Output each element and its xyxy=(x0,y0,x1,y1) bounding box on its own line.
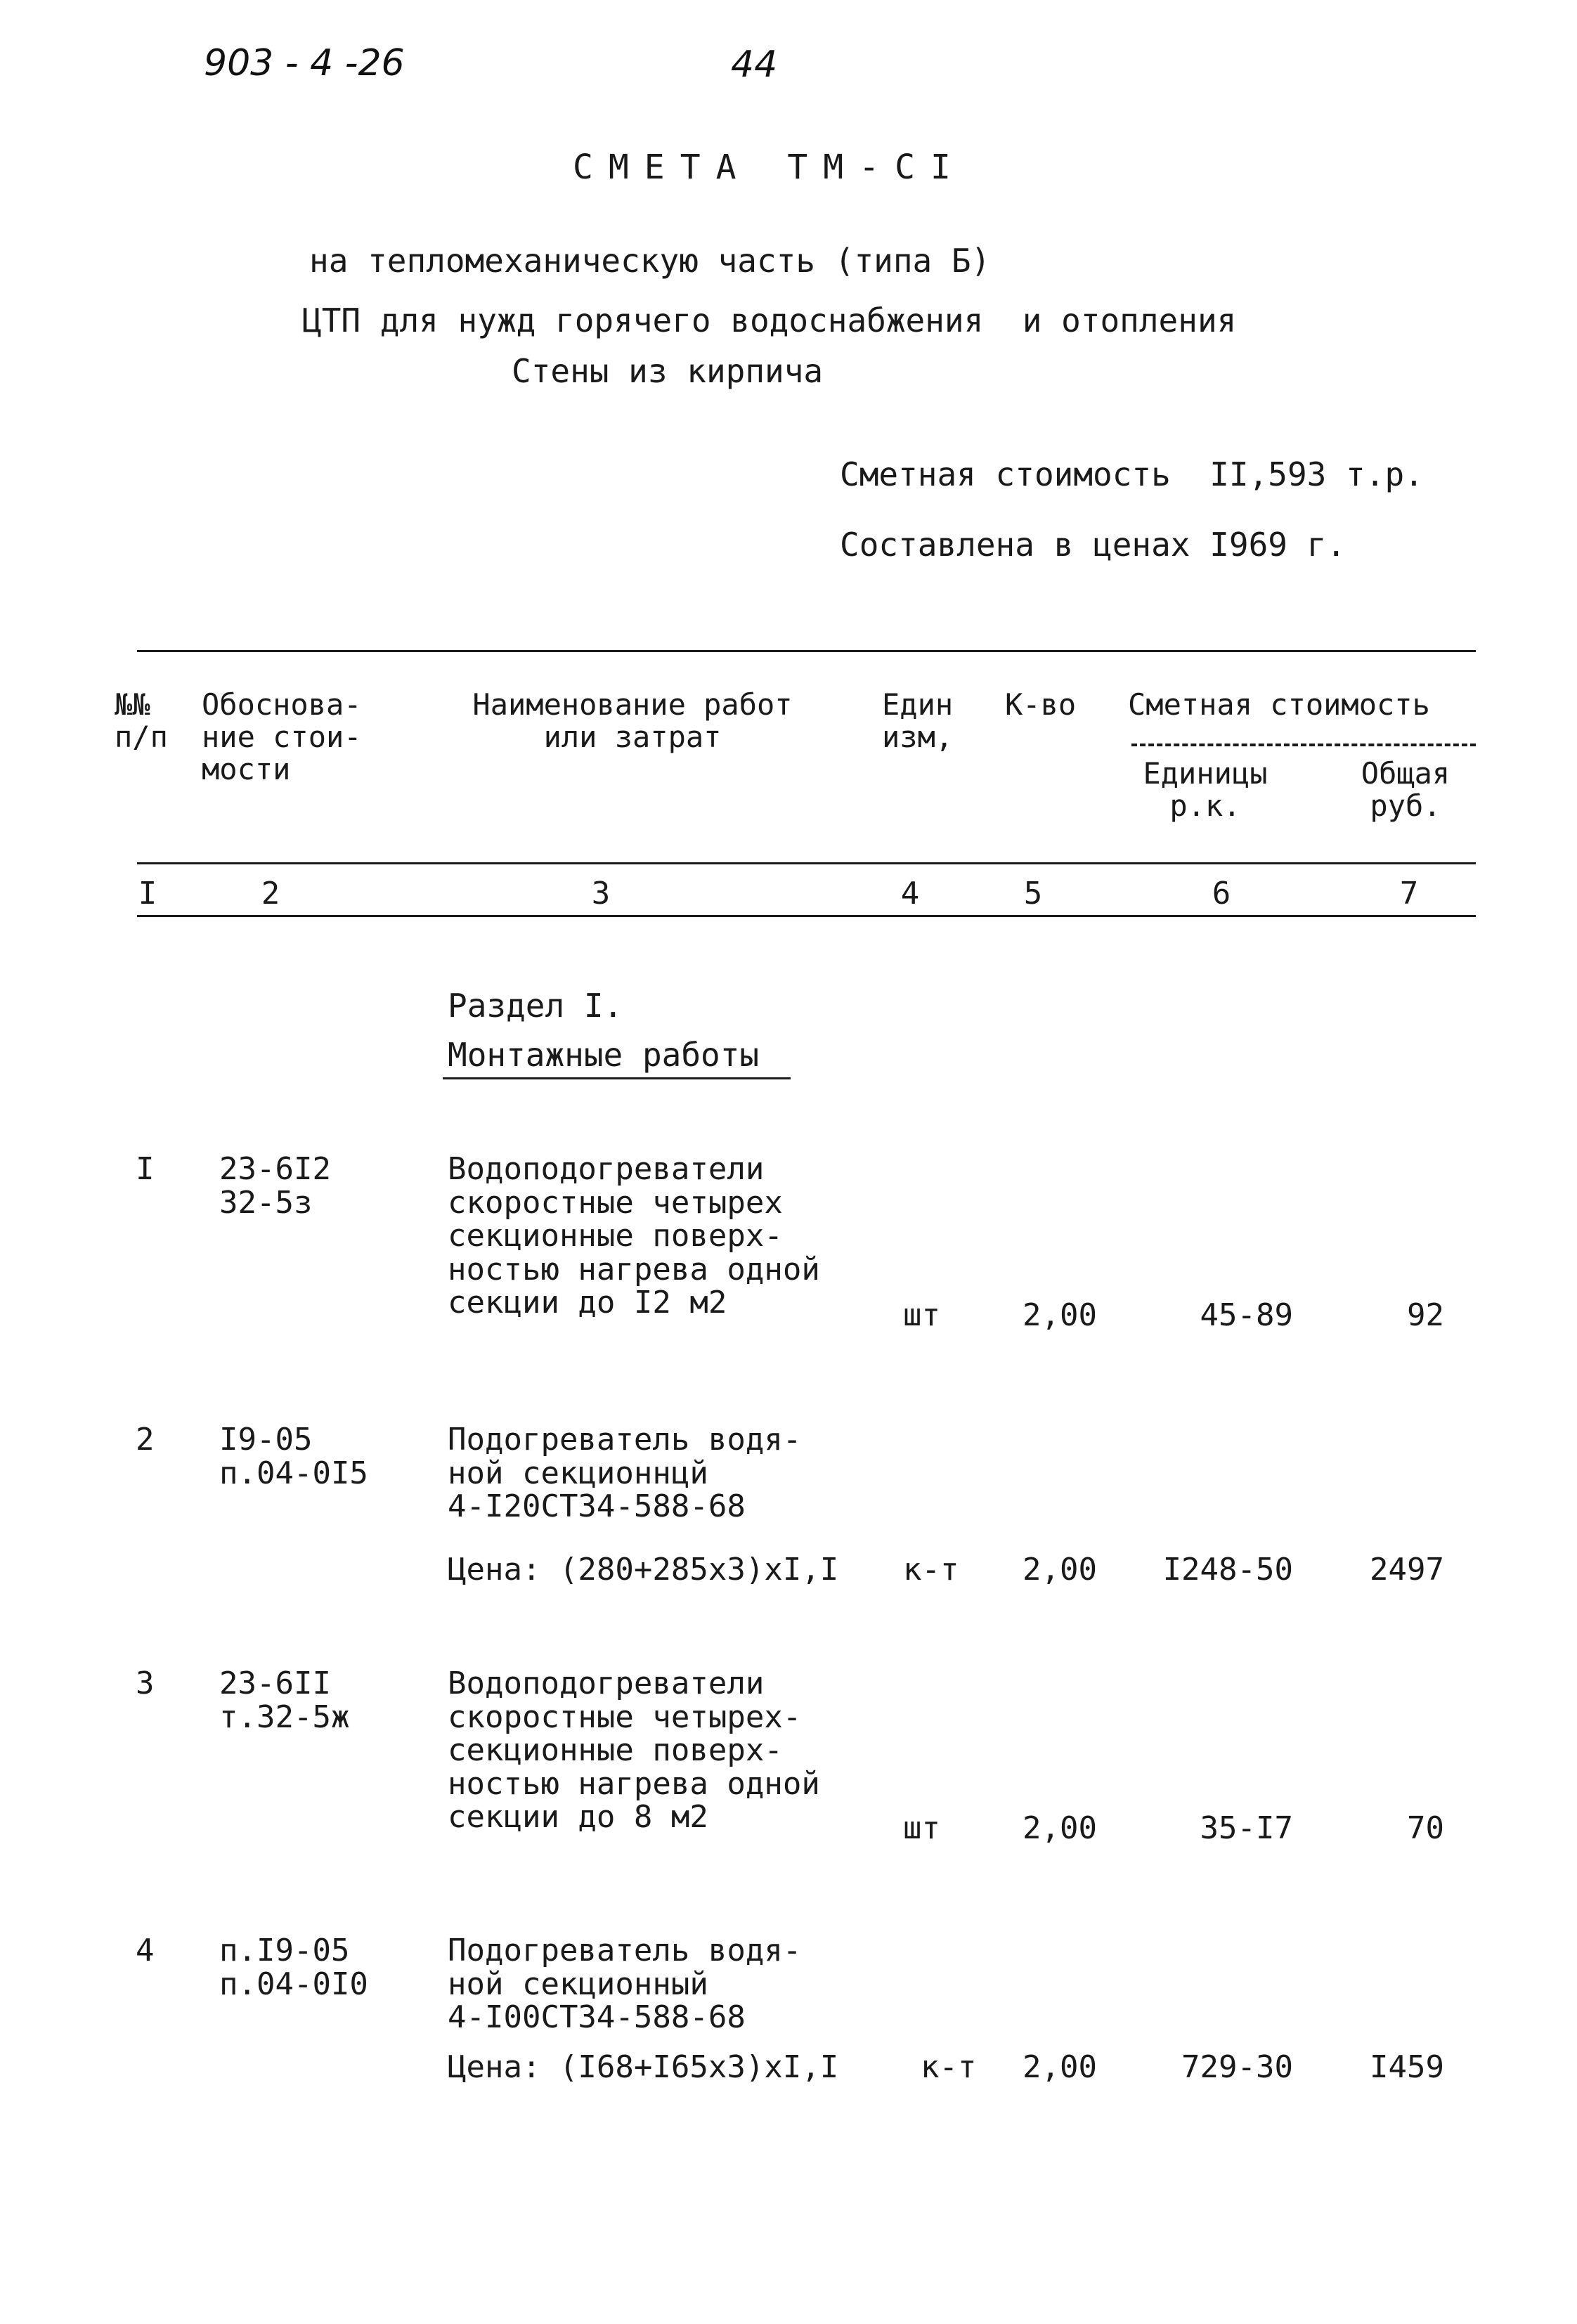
table-top-rule xyxy=(137,650,1476,652)
document-code: 903 - 4 -26 xyxy=(204,42,405,84)
estimated-cost: Сметная стоимость II,593 т.р. xyxy=(840,455,1424,493)
row-name: Водоподогреватели скоростные четырех- секционные поверх- ностью нагрева одной секции до 8 м2 xyxy=(448,1666,820,1836)
row-name: Водоподогреватели скоростные четырех секционные поверх- ностью нагрева одной секции до I2 м2 xyxy=(448,1151,820,1321)
row-total: I459 xyxy=(1370,2049,1444,2085)
row-unit: к-т xyxy=(903,1552,959,1588)
document-title: СМЕТА ТМ-СI xyxy=(573,148,966,187)
subtitle-line-3: Стены из кирпича xyxy=(512,352,824,390)
row-basis: 23-6I2 32-5з xyxy=(219,1151,331,1221)
header-col-number: №№ п/п xyxy=(115,687,168,755)
row-total: 92 xyxy=(1407,1297,1444,1333)
row-basis: I9-05 п.04-0I5 xyxy=(219,1422,368,1491)
section-label: Раздел I. xyxy=(448,987,623,1025)
row-number: 2 xyxy=(136,1422,155,1458)
row-total: 70 xyxy=(1407,1810,1444,1846)
row-unit-cost: 729-30 xyxy=(1181,2049,1293,2085)
subtitle-line-1: на тепломеханическую часть (типа Б) xyxy=(309,242,991,280)
header-col-unit: Един изм, xyxy=(882,687,954,755)
row-quantity: 2,00 xyxy=(1023,1297,1097,1333)
row-price-formula: Цена: (I68+I65х3)хI,I xyxy=(448,2049,839,2085)
row-price-formula: Цена: (280+285х3)хI,I xyxy=(448,1552,839,1588)
page-number: 44 xyxy=(731,44,778,86)
column-number-5: 5 xyxy=(1023,876,1043,911)
row-total: 2497 xyxy=(1370,1552,1444,1588)
row-basis: п.I9-05 п.04-0I0 xyxy=(219,1933,368,2002)
column-numbers-rule xyxy=(137,915,1476,917)
row-unit: шт xyxy=(903,1810,940,1846)
row-name: Подогреватель водя- ной секционнцй 4-I20СТ34-588-68 xyxy=(448,1422,802,1525)
row-number: 3 xyxy=(136,1666,155,1701)
row-unit-cost: 35-I7 xyxy=(1200,1810,1293,1846)
price-year: Составлена в ценах I969 г. xyxy=(840,526,1346,564)
column-number-7: 7 xyxy=(1399,876,1419,911)
header-col-estimated-cost: Сметная стоимость xyxy=(1128,687,1430,722)
header-bottom-rule xyxy=(137,862,1476,864)
row-unit: к-т xyxy=(921,2049,977,2085)
row-quantity: 2,00 xyxy=(1023,2049,1097,2085)
section-underline xyxy=(443,1077,791,1079)
column-number-1: I xyxy=(138,876,157,911)
header-col-basis: Обоснова- ние стои- мости xyxy=(202,687,362,787)
header-group-dashed-rule xyxy=(1131,744,1476,746)
header-col-unit-cost: Единицы р.к. xyxy=(1143,756,1268,824)
section-name: Монтажные работы xyxy=(448,1036,760,1074)
row-quantity: 2,00 xyxy=(1023,1810,1097,1846)
header-col-name: Наименование работ или затрат xyxy=(472,687,793,755)
row-basis: 23-6II т.32-5ж xyxy=(219,1666,350,1735)
row-number: 4 xyxy=(136,1933,155,1968)
column-number-6: 6 xyxy=(1212,876,1231,911)
row-number: I xyxy=(136,1151,155,1187)
header-col-total: Общая руб. xyxy=(1361,756,1451,824)
row-quantity: 2,00 xyxy=(1023,1552,1097,1588)
row-name: Подогреватель водя- ной секционный 4-I00СТ34-588-68 xyxy=(448,1933,802,2036)
row-unit-cost: I248-50 xyxy=(1162,1552,1293,1588)
row-unit-cost: 45-89 xyxy=(1200,1297,1293,1333)
column-number-2: 2 xyxy=(261,876,280,911)
column-number-4: 4 xyxy=(900,876,920,911)
header-col-quantity: К-во xyxy=(1005,687,1077,722)
row-unit: шт xyxy=(903,1297,940,1333)
subtitle-line-2: ЦТП для нужд горячего водоснабжения и отопления xyxy=(302,301,1237,339)
column-number-3: 3 xyxy=(591,876,611,911)
